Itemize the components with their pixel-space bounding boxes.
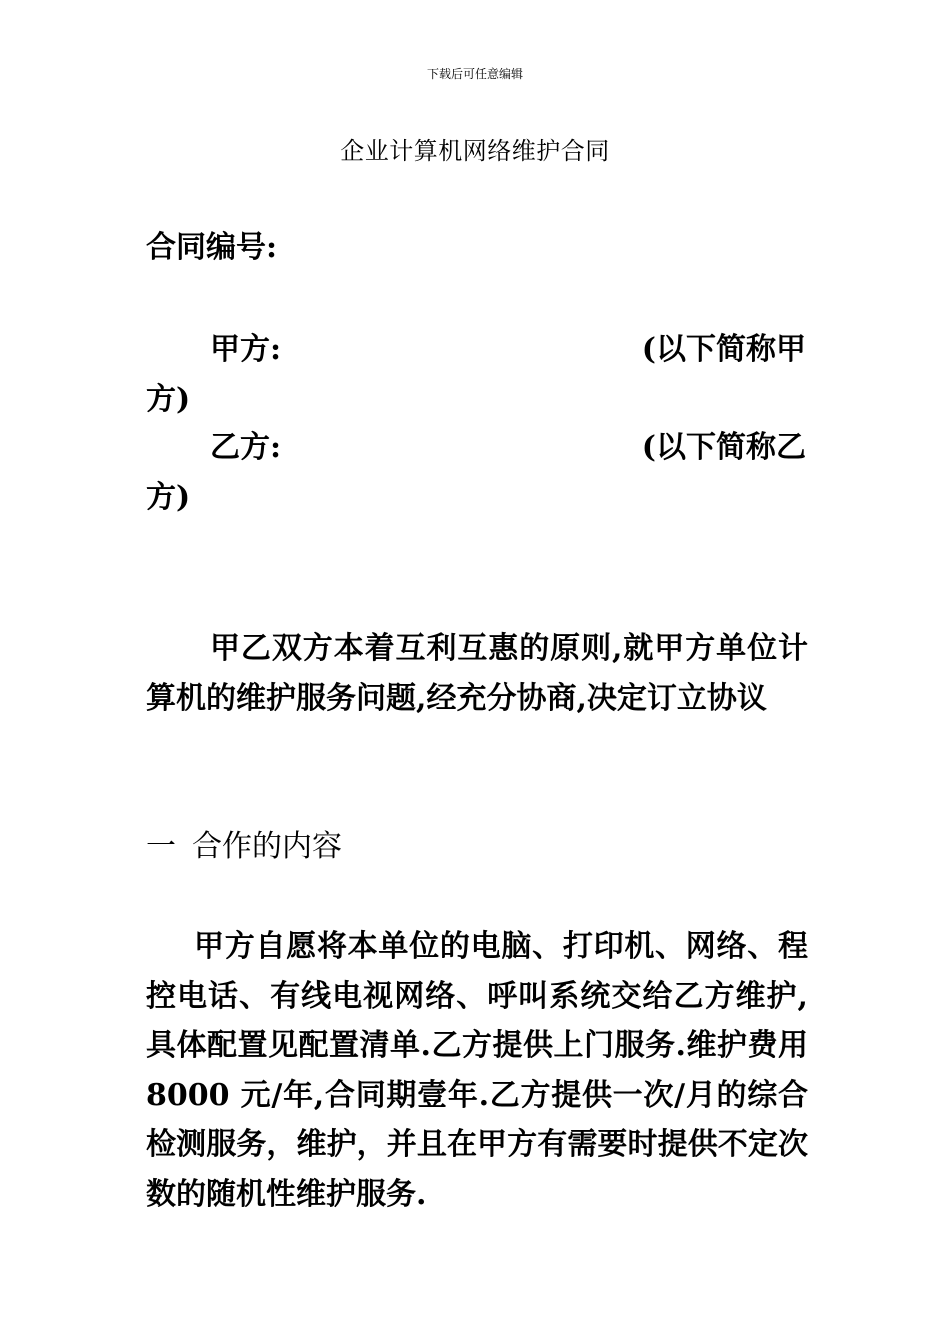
party-b-row	[146, 423, 806, 523]
contract-number-label: 合同编号:	[146, 230, 278, 265]
document-title: 企业计算机网络维护合同	[340, 137, 610, 165]
header-note: 下载后可任意编辑	[426, 67, 523, 81]
party-b-alias: (以下简称乙	[641, 430, 806, 465]
party-a-alias-wrap: 方)	[146, 382, 191, 417]
section-1-body: 甲方自愿将本单位的电脑、打印机、网络、程控电话、有线电视网络、呼叫系统交给乙方维护,具体配置见配置清单.乙方提供上门服务.维护费用 8000 元/年,合同期壹年.乙方提供一次/月的综合检测服务，维护，并且在甲方有需要时提供不定次数的随机性维护服务.	[146, 929, 808, 1212]
party-b-alias-wrap: 方)	[146, 480, 191, 515]
party-a-alias: (以下简称甲	[641, 332, 806, 367]
party-b-label: 乙方:	[210, 430, 282, 465]
intro-paragraph: 甲乙双方本着互利互惠的原则,就甲方单位计算机的维护服务问题,经充分协商,决定订立协议	[146, 631, 808, 716]
section-1-number: 一	[146, 829, 176, 864]
party-a-row	[146, 325, 806, 425]
party-a-label: 甲方:	[210, 332, 282, 367]
section-1-heading	[146, 824, 342, 870]
section-1-title: 合作的内容	[192, 829, 342, 864]
